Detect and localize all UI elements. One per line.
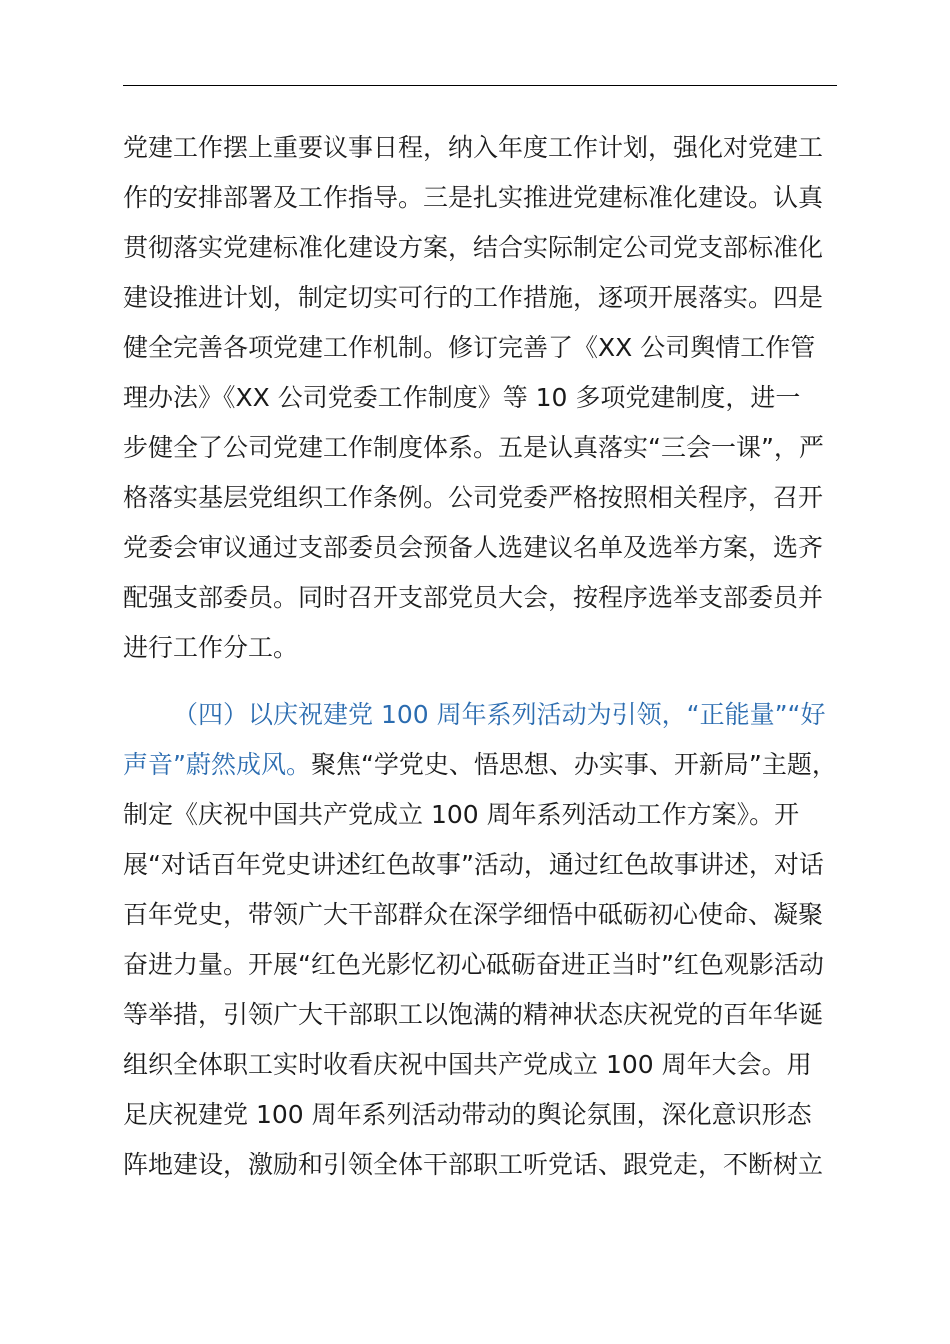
section-heading-continuation [123, 750, 843, 780]
paragraph-line: 奋进力量。开展“红色光影忆初心砥砺奋进正当时”红色观影活动 [123, 950, 824, 979]
paragraph-line: 组织全体职工实时收看庆祝中国共产党成立 100 周年大会。用 [123, 1050, 812, 1079]
paragraph-line: 进行工作分工。 [123, 633, 299, 662]
section-line-rest: 聚焦“学党史、悟思想、办实事、开新局”主题， [310, 750, 837, 779]
paragraph-line: 百年党史，带领广大干部群众在深学细悟中砥砺初心使命、凝聚 [123, 900, 824, 929]
paragraph-line: 阵地建设，激励和引领全体干部职工听党话、跟党走，不断树立 [123, 1150, 824, 1179]
paragraph-line: 理办法》《XX 公司党委工作制度》等 10 多项党建制度，进一 [123, 383, 801, 412]
section-heading-end: 声音”蔚然成风。 [123, 750, 311, 779]
paragraph-line: 健全完善各项党建工作机制。修订完善了《XX 公司舆情工作管 [123, 333, 816, 362]
paragraph-line: 贯彻落实党建标准化建设方案，结合实际制定公司党支部标准化 [123, 233, 824, 262]
paragraph-line: 展“对话百年党史讲述红色故事”活动，通过红色故事讲述，对话 [123, 850, 824, 879]
paragraph-line: 党建工作摆上重要议事日程，纳入年度工作计划，强化对党建工 [123, 133, 824, 162]
section-heading: （四）以庆祝建党 100 周年系列活动为引领，“正能量”“好 [173, 700, 826, 729]
paragraph-line: 建设推进计划，制定切实可行的工作措施，逐项开展落实。四是 [123, 283, 824, 312]
paragraph-line: 制定《庆祝中国共产党成立 100 周年系列活动工作方案》。开 [123, 800, 800, 829]
paragraph-line: 党委会审议通过支部委员会预备人选建议名单及选举方案，选齐 [123, 533, 824, 562]
paragraph-line: 格落实基层党组织工作条例。公司党委严格按照相关程序，召开 [123, 483, 824, 512]
paragraph-line: 等举措，引领广大干部职工以饱满的精神状态庆祝党的百年华诞 [123, 1000, 824, 1029]
paragraph-line: 配强支部委员。同时召开支部党员大会，按程序选举支部委员并 [123, 583, 824, 612]
header-rule [123, 85, 837, 86]
paragraph-line: 足庆祝建党 100 周年系列活动带动的舆论氛围，深化意识形态 [123, 1100, 812, 1129]
paragraph-line: 作的安排部署及工作指导。三是扎实推进党建标准化建设。认真 [123, 183, 824, 212]
paragraph-line: 步健全了公司党建工作制度体系。五是认真落实“三会一课”，严 [123, 433, 824, 462]
